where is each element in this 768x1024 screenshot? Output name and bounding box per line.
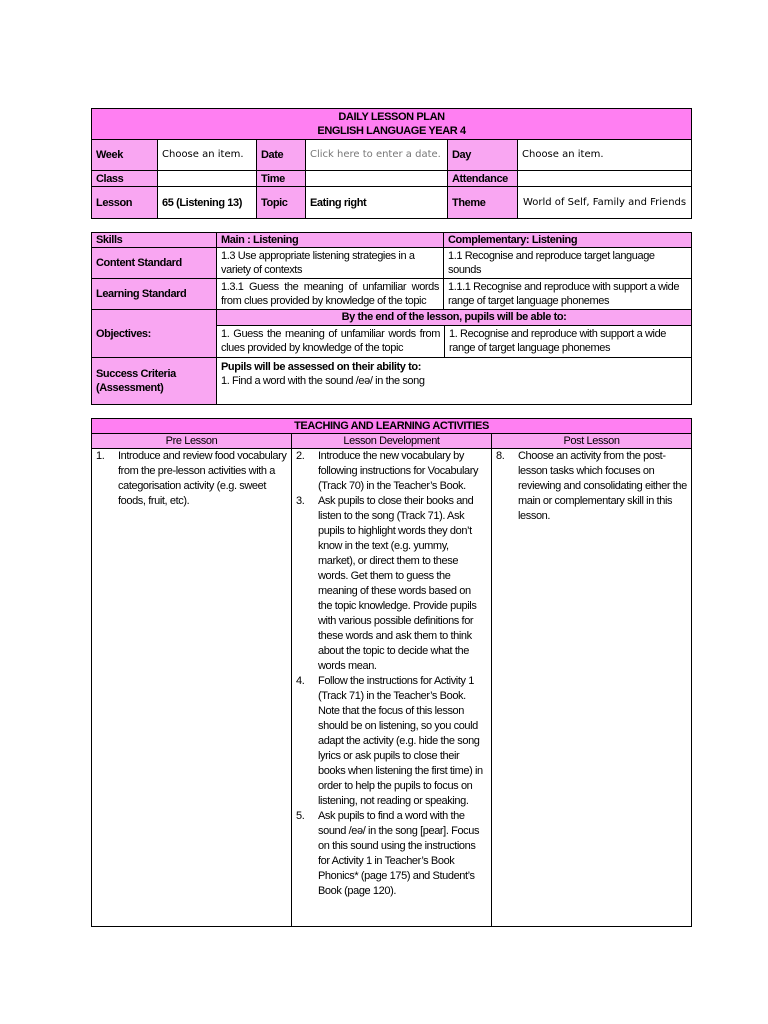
success-criteria-text: 1. Find a word with the sound /eə/ in the song [221,375,425,387]
objectives-row [217,326,691,357]
learning-standard-main: 1.3.1 Guess the meaning of unfamiliar words from clues provided by knowledge of the topic [217,279,444,310]
date-label: Date [257,140,306,171]
pre-lesson-cell [92,449,292,927]
day-dropdown[interactable]: Choose an item. [518,140,692,171]
item-text: Introduce and review food vocabulary from the pre-lesson activities with a categorisation activity (e.g. sweet foods, fruit, etc). [118,450,287,507]
content-standard-label: Content Standard [92,248,217,279]
objectives-complementary: 1. Recognise and reproduce with support a wide range of target language phonemes [449,328,667,354]
item-text: Ask pupils to close their books and listen to the song (Track 71). Ask pupils to highlight words they don’t know in the text (e.g. yummy, market), or direct them to these words. Get them to guess the meaning of these words based on the topic knowledge. Provide pupils with various possible definitions for these words and ask them to think about the topic to decide what the words mean. [318,495,477,672]
lesson-development-header: Lesson Development [292,434,492,449]
content-standard-main: 1.3 Use appropriate listening strategies in a variety of contexts [217,248,444,279]
post-lesson-cell [492,449,692,927]
lesson-info-table [91,108,692,219]
lesson-label: Lesson [92,187,158,219]
list-item [296,674,487,809]
success-criteria-intro: Pupils will be assessed on their ability to: [221,361,422,373]
main-skill-header: Main : Listening [217,233,444,248]
class-value[interactable] [158,171,257,187]
lesson-value: 65 (Listening 13) [158,187,257,219]
objectives-label: Objectives: [92,310,217,358]
learning-standard-label: Learning Standard [92,279,217,310]
theme-value[interactable]: World of Self, Family and Friends [518,187,692,219]
attendance-value[interactable] [518,171,692,187]
day-label: Day [448,140,518,171]
activities-title: TEACHING AND LEARNING ACTIVITIES [92,419,692,434]
week-dropdown[interactable]: Choose an item. [158,140,257,171]
item-number: 1. [96,450,105,462]
skills-table [91,232,692,405]
topic-label: Topic [257,187,306,219]
content-standard-complementary: 1.1 Recognise and reproduce target language sounds [444,248,692,279]
title-line-1: DAILY LESSON PLAN [338,111,445,123]
week-label: Week [92,140,158,171]
title-line-2: ENGLISH LANGUAGE YEAR 4 [317,125,466,137]
list-item [296,809,487,899]
objectives-intro: By the end of the lesson, pupils will be able to: [217,310,691,326]
item-text: Ask pupils to find a word with the sound /eə/ in the song [pear]. Focus on this sound using the instructions for Activity 1 in Teacher’s Book Phonics* (page 175) and Student’s Book (page 120). [318,810,480,897]
time-value[interactable] [306,171,448,187]
post-lesson-header: Post Lesson [492,434,692,449]
item-number: 3. [296,495,305,507]
class-label: Class [92,171,158,187]
attendance-label: Attendance [448,171,518,187]
date-field[interactable]: Click here to enter a date. [306,140,448,171]
item-text: Follow the instructions for Activity 1 (Track 71) in the Teacher’s Book. Note that the focus of this lesson should be on listening, so you could adapt the activity (e.g. hide the song lyrics or ask pupils to close their books when listening the first time) in order to help the pupils to focus on listening, not reading or speaking. [318,675,483,807]
plan-title [92,109,692,140]
theme-label: Theme [448,187,518,219]
list-item [296,449,487,494]
item-number: 5. [296,810,305,822]
item-text: Introduce the new vocabulary by following instructions for Vocabulary (Track 70) in the Teacher’s Book. [318,450,479,492]
activities-table [91,418,692,927]
item-number: 8. [496,450,505,462]
item-number: 2. [296,450,305,462]
success-criteria-label: Success Criteria (Assessment) [92,358,217,405]
list-item [496,449,687,524]
learning-standard-complementary: 1.1.1 Recognise and reproduce with support a wide range of target language phonemes [444,279,692,310]
list-item [296,494,487,674]
list-item [96,449,287,509]
time-label: Time [257,171,306,187]
objectives-cell [217,310,692,358]
pre-lesson-header: Pre Lesson [92,434,292,449]
success-criteria-cell [217,358,692,405]
lesson-development-cell [292,449,492,927]
objectives-main: 1. Guess the meaning of unfamiliar words from clues provided by knowledge of the topic [217,326,445,357]
complementary-skill-header: Complementary: Listening [444,233,692,248]
item-text: Choose an activity from the post-lesson tasks which focuses on reviewing and consolidating either the main or complementary skill in this lesson. [518,450,687,522]
topic-value: Eating right [306,187,448,219]
item-number: 4. [296,675,305,687]
skills-label: Skills [92,233,217,248]
